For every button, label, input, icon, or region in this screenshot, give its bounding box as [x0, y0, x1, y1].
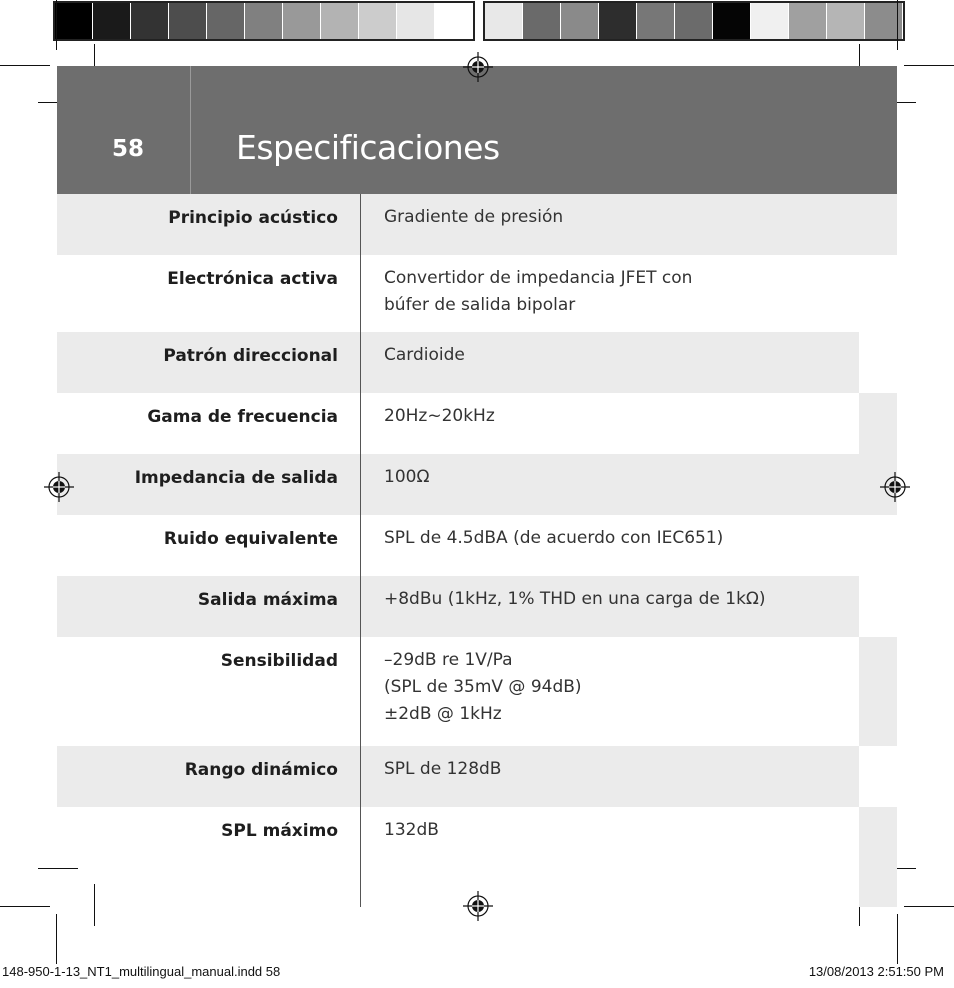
print-timestamp: 13/08/2013 2:51:50 PM	[808, 964, 944, 979]
crop-mark	[0, 65, 50, 66]
spec-label: SPL máximo	[221, 821, 338, 841]
spec-value: SPL de 4.5dBA (de acuerdo con IEC651)	[384, 528, 724, 548]
spec-label: Ruido equivalente	[163, 529, 338, 549]
registration-mark-icon	[463, 52, 493, 82]
color-swatch	[93, 3, 130, 39]
color-swatch	[359, 3, 396, 39]
color-swatch	[827, 3, 864, 39]
crop-mark	[56, 0, 57, 50]
color-swatch	[789, 3, 826, 39]
color-swatch	[55, 3, 92, 39]
header-divider	[190, 66, 191, 194]
margin-strip	[859, 637, 897, 746]
color-swatch	[599, 3, 636, 39]
spec-label: Sensibilidad	[220, 651, 338, 671]
spec-label: Salida máxima	[197, 590, 338, 610]
spec-value: ±2dB @ 1kHz	[384, 704, 502, 724]
spec-value: Gradiente de presión	[384, 207, 564, 227]
spec-value: Cardioide	[384, 345, 465, 365]
crop-mark	[904, 906, 954, 907]
crop-mark	[897, 914, 898, 964]
spec-value: +8dBu (1kHz, 1% THD en una carga de 1kΩ)	[384, 589, 766, 609]
spec-value: 100Ω	[384, 467, 430, 487]
color-swatch	[207, 3, 244, 39]
page-number: 58	[112, 136, 145, 162]
color-swatch	[321, 3, 358, 39]
color-swatch	[245, 3, 282, 39]
spec-value: SPL de 128dB	[384, 759, 502, 779]
color-swatch	[169, 3, 206, 39]
spec-value: (SPL de 35mV @ 94dB)	[384, 677, 582, 697]
registration-mark-icon	[463, 891, 493, 921]
color-swatch	[675, 3, 712, 39]
margin-strip	[859, 393, 897, 454]
spec-value: 132dB	[384, 820, 439, 840]
spec-label: Gama de frecuencia	[147, 407, 338, 427]
file-info: 148-950-1-13_NT1_multilingual_manual.indd 58	[2, 964, 281, 979]
color-swatch	[283, 3, 320, 39]
color-swatch	[131, 3, 168, 39]
color-swatch	[637, 3, 674, 39]
crop-mark	[38, 868, 78, 869]
spec-label: Impedancia de salida	[134, 468, 338, 488]
spec-value: búfer de salida bipolar	[384, 295, 576, 315]
color-swatch	[435, 3, 472, 39]
color-swatch	[397, 3, 434, 39]
crop-mark	[904, 65, 954, 66]
spec-label: Rango dinámico	[184, 760, 338, 780]
crop-mark	[897, 0, 898, 50]
color-swatch	[751, 3, 788, 39]
spec-value: Convertidor de impedancia JFET con	[384, 268, 693, 288]
page-title: Especificaciones	[236, 128, 500, 167]
crop-mark	[56, 914, 57, 964]
spec-label: Principio acústico	[168, 208, 338, 228]
registration-mark-icon	[880, 472, 910, 502]
color-swatch	[485, 3, 522, 39]
spec-label: Patrón direccional	[163, 346, 338, 366]
column-divider	[360, 194, 361, 907]
spec-value: –29dB re 1V/Pa	[384, 650, 513, 670]
color-swatch	[561, 3, 598, 39]
margin-strip	[859, 807, 897, 907]
crop-mark	[94, 884, 95, 926]
crop-mark	[0, 906, 50, 907]
color-swatch	[523, 3, 560, 39]
registration-mark-icon	[44, 472, 74, 502]
color-swatch	[713, 3, 750, 39]
spec-value: 20Hz~20kHz	[384, 406, 495, 426]
spec-label: Electrónica activa	[167, 269, 338, 289]
